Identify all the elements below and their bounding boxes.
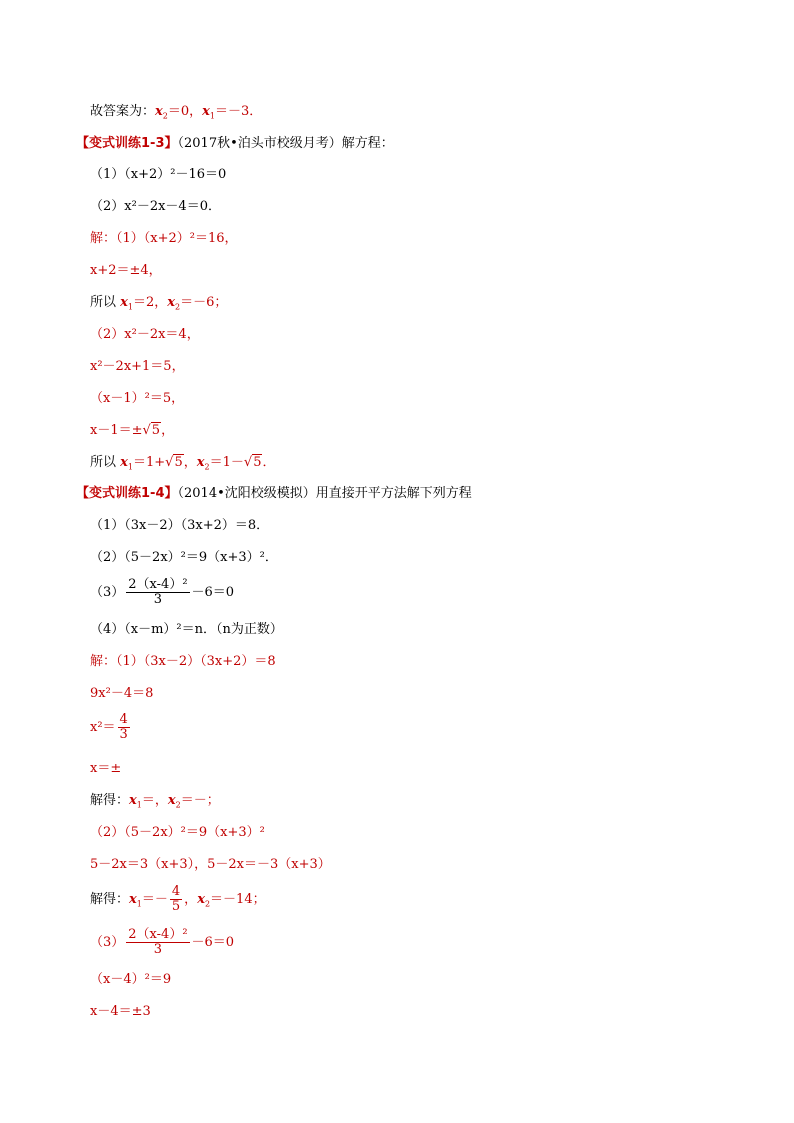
exercise-1-3-heading: 【变式训练1-3】（2017秋•泊头市校级月考）解方程： [76,136,394,151]
fraction: $\frac{4}{3}$ [119,712,128,742]
solution-line: 5－2x＝3（x+3），5－2x＝－3（x+3） [90,857,331,872]
solution-line: 解：（1）（x+2）²＝16， [90,231,238,246]
solution-line: x²－2x+1＝5， [90,359,185,374]
solution-line: （x－1）²＝5， [90,391,185,406]
fraction: $\frac{4}{5}$ [171,884,181,914]
fraction: $\frac{\text{2（x-4）²}}{3}$ [128,927,188,957]
solution-line: 所以 $x_1=1+√5$，$x_2=1-√5$． [90,455,276,472]
sqrt-symbol: √5 [142,423,161,438]
exercise-1-4-question-3: （3） $\frac{\text{2（x-4）²}}{3}$ －6＝0 [90,577,235,607]
solution-line: x+2＝±4， [90,263,162,278]
solution-line: （x－4）²＝9 [90,972,172,987]
exercise-1-3-question-2: （2）x²－2x－4＝0． [90,199,221,214]
solution-line: 9x²－4＝8 [90,686,154,701]
solution-line: （3） $\frac{\text{2（x-4）²}}{3}$ －6＝0 [90,927,235,957]
exercise-1-4-question-2: （2）（5－2x）²＝9（x+3）²． [90,550,278,565]
solution-line: （2）x²－2x＝4， [90,327,200,342]
exercise-1-4-question-1: （1）（3x－2）（3x+2）＝8． [90,518,270,533]
solution-line: （2）（5－2x）²＝9（x+3）² [90,825,265,840]
exercise-1-3-question-1: （1）（x+2）²－16＝0 [90,167,227,182]
solution-line: 所以 $x_1=2$，$x_2=-6$； [90,295,228,312]
sqrt-symbol: √5 [243,455,262,470]
fraction: $\frac{\text{2（x-4）²}}{3}$ [128,577,188,607]
sqrt-symbol: √5 [165,455,183,470]
solution-line: x＝± [90,761,122,776]
answer-line: 故答案为：$x_2=0$，$x_1=-3$． [90,104,263,121]
solution-line: 解：（1）（3x－2）（3x+2）＝8 [90,654,276,669]
solution-line: x－4＝±3 [90,1004,151,1019]
solution-line: x²＝ $\frac{4}{3}$ [90,712,128,742]
solution-line: 解得：$x_1=$，$x_2=-$； [90,793,220,810]
exercise-1-4-heading: 【变式训练1-4】（2014•沈阳校级模拟）用直接开平方法解下列方程 [76,486,472,501]
solution-line: 解得：$x_1=-$ $\frac{4}{5}$ ，$x_2=-14$； [90,884,266,914]
solution-line: x－1＝±√5， [90,423,175,438]
exercise-1-4-question-4: （4）（x－m）²＝n．（n为正数） [90,622,283,637]
